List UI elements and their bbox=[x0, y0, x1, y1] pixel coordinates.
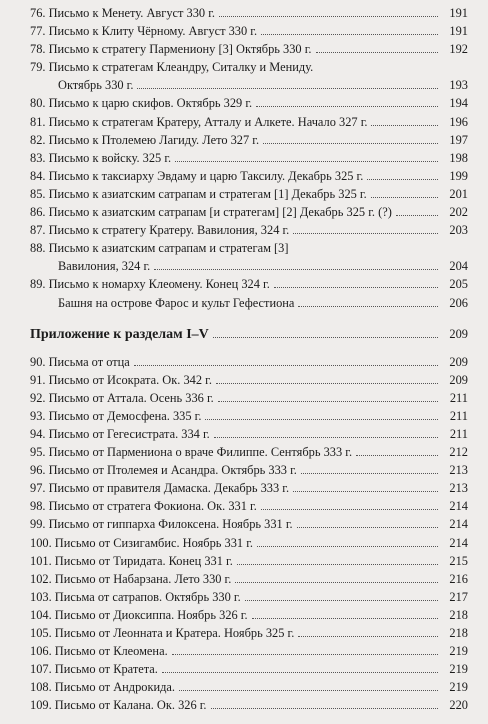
toc-entry-page-number: 205 bbox=[449, 277, 468, 292]
dot-leader bbox=[293, 480, 438, 492]
toc-entry-page-number: 219 bbox=[449, 680, 468, 695]
toc-entry-page-number: 203 bbox=[449, 223, 468, 238]
toc-entry-page-number: 193 bbox=[449, 78, 468, 93]
toc-entry bbox=[30, 389, 468, 407]
toc-entry-title: 90. Письма от отца bbox=[30, 354, 130, 369]
dot-leader bbox=[162, 661, 438, 673]
dot-leader bbox=[175, 150, 438, 162]
dot-leader bbox=[219, 5, 438, 17]
dot-leader bbox=[274, 276, 438, 288]
toc-entry bbox=[30, 40, 468, 58]
toc-entry bbox=[30, 76, 468, 94]
toc-entry-title: 98. Письмо от стратега Фокиона. Ок. 331 г. bbox=[30, 499, 257, 514]
dot-leader bbox=[154, 258, 438, 270]
toc-entry-title: 83. Письмо к войску. 325 г. bbox=[30, 150, 172, 165]
toc-entry-title: 109. Письмо от Калана. Ок. 326 г. bbox=[30, 698, 207, 713]
toc-entry-title: 91. Письмо от Исократа. Ок. 342 г. bbox=[30, 372, 212, 387]
toc-entry bbox=[30, 606, 468, 624]
dot-leader bbox=[263, 132, 438, 144]
toc-entry-page-number: 192 bbox=[449, 42, 468, 57]
table-of-contents bbox=[30, 4, 468, 714]
toc-entry-page-number: 199 bbox=[449, 168, 468, 183]
toc-entry-title: 87. Письмо к стратегу Кратеру. Вавилония, 324 г. bbox=[30, 223, 290, 238]
toc-entry-page-number: 211 bbox=[449, 426, 468, 441]
toc-entry-title: 84. Письмо к таксиарху Эвдаму и царю Таксилу. Декабрь 325 г. bbox=[30, 168, 364, 183]
toc-entry bbox=[30, 588, 468, 606]
toc-entry-page-number: 196 bbox=[449, 114, 468, 129]
toc-entry-title: 86. Письмо к азиатским сатрапам [и стратегам] [2] Декабрь 325 г. (?) bbox=[30, 205, 392, 220]
dot-leader bbox=[216, 372, 438, 384]
toc-entry bbox=[30, 678, 468, 696]
dot-leader bbox=[218, 390, 438, 402]
dot-leader bbox=[245, 589, 438, 601]
toc-entry-page-number: 214 bbox=[449, 499, 468, 514]
toc-entry-page-number: 219 bbox=[449, 644, 468, 659]
toc-entry-page-number: 212 bbox=[449, 445, 468, 460]
toc-entry bbox=[30, 149, 468, 167]
toc-entry-title: 102. Письмо от Набарзана. Лето 330 г. bbox=[30, 571, 232, 586]
toc-entry-title: 93. Письмо от Демосфена. 335 г. bbox=[30, 408, 202, 423]
dot-leader bbox=[235, 571, 438, 583]
dot-leader bbox=[297, 516, 438, 528]
toc-entry-title: 100. Письмо от Сизигамбис. Ноябрь 331 г. bbox=[30, 535, 253, 550]
dot-leader bbox=[261, 498, 438, 510]
toc-part-letters-to bbox=[30, 4, 468, 312]
toc-entry-page-number: 198 bbox=[449, 150, 468, 165]
toc-entry-title: 106. Письмо от Клеомена. bbox=[30, 644, 168, 659]
toc-entry-page-number: 191 bbox=[449, 6, 468, 20]
toc-entry bbox=[30, 185, 468, 203]
toc-entry bbox=[30, 515, 468, 533]
toc-entry-title: 101. Письмо от Тиридата. Конец 331 г. bbox=[30, 553, 233, 568]
toc-entry-page-number: 209 bbox=[449, 354, 468, 369]
dot-leader bbox=[252, 607, 438, 619]
toc-entry-title: 105. Письмо от Леонната и Кратера. Ноябрь 325 г. bbox=[30, 626, 295, 640]
toc-entry-page-number: 216 bbox=[449, 571, 468, 586]
toc-entry bbox=[30, 294, 468, 312]
toc-entry bbox=[30, 131, 468, 149]
toc-entry-title: Октябрь 330 г. bbox=[58, 78, 134, 93]
toc-entry bbox=[30, 642, 468, 660]
toc-entry-page-number: 219 bbox=[449, 662, 468, 677]
dot-leader bbox=[257, 534, 438, 546]
toc-entry-title: 104. Письмо от Диоксиппа. Ноябрь 326 г. bbox=[30, 607, 248, 622]
toc-entry bbox=[30, 239, 468, 257]
dot-leader bbox=[356, 444, 438, 456]
toc-entry-title: 78. Письмо к стратегу Пармениону [3] Октябрь 330 г. bbox=[30, 42, 312, 57]
toc-entry bbox=[30, 113, 468, 131]
toc-entry-title: 107. Письмо от Кратета. bbox=[30, 662, 158, 677]
toc-entry-page-number: 206 bbox=[449, 295, 468, 310]
toc-entry bbox=[30, 443, 468, 461]
toc-entry-title: 94. Письмо от Гегесистрата. 334 г. bbox=[30, 426, 210, 441]
toc-entry bbox=[30, 221, 468, 239]
dot-leader bbox=[298, 625, 438, 637]
toc-part-letters-from bbox=[30, 353, 468, 715]
toc-entry-page-number: 214 bbox=[449, 517, 468, 532]
toc-entry bbox=[30, 534, 468, 552]
toc-entry bbox=[30, 275, 468, 293]
toc-entry-title: 80. Письмо к царю скифов. Октябрь 329 г. bbox=[30, 96, 253, 111]
dot-leader bbox=[396, 204, 438, 216]
toc-entry bbox=[30, 624, 468, 642]
dot-leader bbox=[371, 113, 438, 125]
toc-entry-title: 88. Письмо к азиатским сатрапам и стратегам [3] bbox=[30, 241, 289, 256]
toc-entry-page-number: 202 bbox=[449, 205, 468, 220]
dot-leader bbox=[172, 643, 438, 655]
dot-leader bbox=[293, 222, 438, 234]
toc-entry bbox=[30, 497, 468, 515]
toc-entry-page-number: 194 bbox=[449, 96, 468, 111]
toc-entry-title: 85. Письмо к азиатским сатрапам и стратегам [1] Декабрь 325 г. bbox=[30, 186, 367, 201]
toc-entry bbox=[30, 4, 468, 22]
toc-entry-page-number: 217 bbox=[449, 589, 468, 604]
dot-leader bbox=[371, 186, 438, 198]
dot-leader bbox=[298, 294, 438, 306]
toc-section-heading bbox=[30, 324, 468, 345]
toc-entry-title: 97. Письмо от правителя Дамаска. Декабрь 333 г. bbox=[30, 481, 290, 496]
dot-leader bbox=[211, 697, 438, 709]
toc-entry bbox=[30, 257, 468, 275]
dot-leader bbox=[137, 77, 438, 89]
toc-entry-page-number: 218 bbox=[449, 607, 468, 622]
toc-entry bbox=[30, 371, 468, 389]
toc-entry-title: Башня на острове Фарос и культ Гефестиона bbox=[58, 295, 295, 310]
toc-entry bbox=[30, 425, 468, 443]
toc-entry-title: 79. Письмо к стратегам Клеандру, Ситалку и Мениду. bbox=[30, 60, 314, 75]
toc-entry bbox=[30, 660, 468, 678]
dot-leader bbox=[205, 408, 438, 420]
toc-entry bbox=[30, 552, 468, 570]
toc-entry-page-number: 191 bbox=[449, 24, 468, 39]
toc-entry-page-number: 213 bbox=[449, 481, 468, 496]
toc-entry-title: 81. Письмо к стратегам Кратеру, Атталу и Алкете. Начало 327 г. bbox=[30, 114, 368, 129]
toc-entry-title: 96. Письмо от Птолемея и Асандра. Октябрь 333 г. bbox=[30, 463, 297, 478]
toc-entry bbox=[30, 479, 468, 497]
toc-entry-title: 108. Письмо от Андрокида. bbox=[30, 680, 176, 695]
toc-entry-title: 76. Письмо к Менету. Август 330 г. bbox=[30, 6, 216, 20]
toc-entry-title: 103. Письма от сатрапов. Октябрь 330 г. bbox=[30, 589, 241, 604]
toc-entry-page-number: 211 bbox=[449, 390, 468, 405]
dot-leader bbox=[367, 168, 438, 180]
dot-leader bbox=[237, 552, 438, 564]
toc-entry-title: 82. Письмо к Птолемею Лагиду. Лето 327 г. bbox=[30, 132, 260, 147]
section-title: Приложение к разделам I–V bbox=[30, 326, 209, 342]
toc-entry-page-number: 215 bbox=[449, 553, 468, 568]
toc-entry-page-number: 218 bbox=[449, 626, 468, 640]
toc-entry-title: Вавилония, 324 г. bbox=[58, 259, 151, 274]
toc-entry-page-number: 211 bbox=[449, 408, 468, 423]
dot-leader bbox=[213, 324, 438, 338]
toc-entry-page-number: 204 bbox=[449, 259, 468, 274]
toc-entry-page-number: 214 bbox=[449, 535, 468, 550]
dot-leader bbox=[134, 353, 438, 365]
toc-entry-page-number: 220 bbox=[449, 698, 468, 713]
toc-entry bbox=[30, 167, 468, 185]
toc-entry bbox=[30, 58, 468, 76]
toc-entry bbox=[30, 407, 468, 425]
toc-entry-title: 89. Письмо к номарху Клеомену. Конец 324 г. bbox=[30, 277, 270, 292]
dot-leader bbox=[179, 679, 438, 691]
toc-entry bbox=[30, 203, 468, 221]
toc-entry bbox=[30, 570, 468, 588]
toc-entry bbox=[30, 461, 468, 479]
toc-entry-title: 77. Письмо к Клиту Чёрному. Август 330 г. bbox=[30, 24, 258, 39]
toc-entry bbox=[30, 94, 468, 112]
toc-entry bbox=[30, 353, 468, 371]
dot-leader bbox=[214, 426, 438, 438]
toc-entry-title: 92. Письмо от Аттала. Осень 336 г. bbox=[30, 390, 214, 405]
toc-entry-page-number: 209 bbox=[449, 372, 468, 387]
dot-leader bbox=[301, 462, 438, 474]
toc-entry-title: 95. Письмо от Пармениона о враче Филиппе. Сентябрь 333 г. bbox=[30, 445, 353, 460]
dot-leader bbox=[316, 41, 439, 53]
toc-entry-page-number: 197 bbox=[449, 132, 468, 147]
toc-entry-page-number: 213 bbox=[449, 463, 468, 478]
toc-entry-page-number: 201 bbox=[449, 186, 468, 201]
dot-leader bbox=[261, 23, 438, 35]
section-page-number: 209 bbox=[449, 326, 468, 341]
toc-entry-title: 99. Письмо от гиппарха Филоксена. Ноябрь 331 г. bbox=[30, 517, 293, 532]
toc-entry bbox=[30, 696, 468, 714]
toc-entry bbox=[30, 22, 468, 40]
dot-leader bbox=[256, 95, 438, 107]
